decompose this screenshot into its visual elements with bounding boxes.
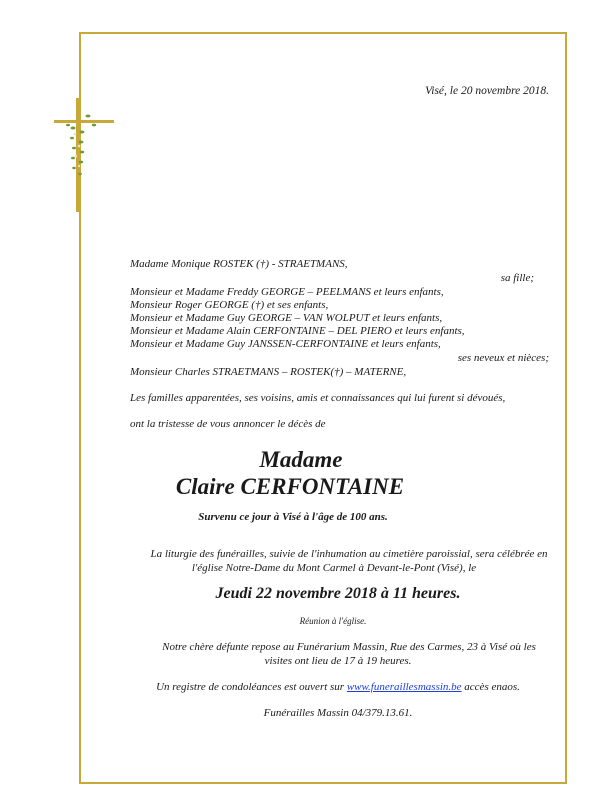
family-line: Monsieur Roger GEORGE (†) et ses enfants, (130, 299, 329, 311)
cross-icon (54, 96, 114, 214)
family-line: Monsieur et Madame Freddy GEORGE – PEELMANS et leurs enfants, (130, 286, 444, 298)
register-text-before: Un registre de condoléances est ouvert sur (156, 681, 345, 693)
family-line-daughter: Madame Monique ROSTEK (†) - STRAETMANS, (130, 258, 348, 270)
visitation-line-1: Notre chère défunte repose au Funérarium Massin, Rue des Carmes, 23 à Visé où les (162, 641, 536, 653)
family-line: Monsieur et Madame Alain CERFONTAINE – DEL PIERO et leurs enfants, (130, 325, 465, 337)
ceremony-date-time: Jeudi 22 novembre 2018 à 11 heures. (215, 585, 461, 602)
role-daughter: sa fille; (500, 272, 534, 284)
liturgy-line-2: l'église Notre-Dame du Mont Carmel à Devant-le-Pont (Visé), le (191, 562, 477, 574)
register-text-after: accès enaos. (464, 681, 520, 693)
family-line-charles: Monsieur Charles STRAETMANS – ROSTEK(†) – MATERNE, (130, 366, 407, 378)
meeting-line: Réunion à l'église. (299, 616, 367, 626)
place-date: Visé, le 20 novembre 2018. (425, 85, 549, 97)
page-border (79, 32, 567, 784)
announce-line: ont la tristesse de vous annoncer le décès de (130, 418, 326, 430)
funeral-home-contact: Funérailles Massin 04/379.13.61. (263, 707, 413, 719)
deceased-title: Madame (259, 447, 343, 472)
families-line: Les familles apparentées, ses voisins, amis et connaissances qui lui furent si dévoués, (130, 392, 506, 404)
deceased-name: Claire CERFONTAINE (175, 474, 405, 499)
liturgy-line-1: La liturgie des funérailles, suivie de l'inhumation au cimetière paroissial, sera célébrée en (150, 548, 548, 560)
family-line: Monsieur et Madame Guy GEORGE – VAN WOLPUT et leurs enfants, (130, 312, 443, 324)
family-line: Monsieur et Madame Guy JANSSEN-CERFONTAINE et leurs enfants, (130, 338, 441, 350)
website-link[interactable]: www.funeraillesmassin.be (346, 681, 462, 693)
register-line (0, 681, 602, 694)
role-nephews: ses neveux et nièces; (457, 352, 549, 364)
age-line: Survenu ce jour à Visé à l'âge de 100 ans. (198, 511, 388, 523)
visitation-line-2: visites ont lieu de 17 à 19 heures. (264, 655, 412, 667)
